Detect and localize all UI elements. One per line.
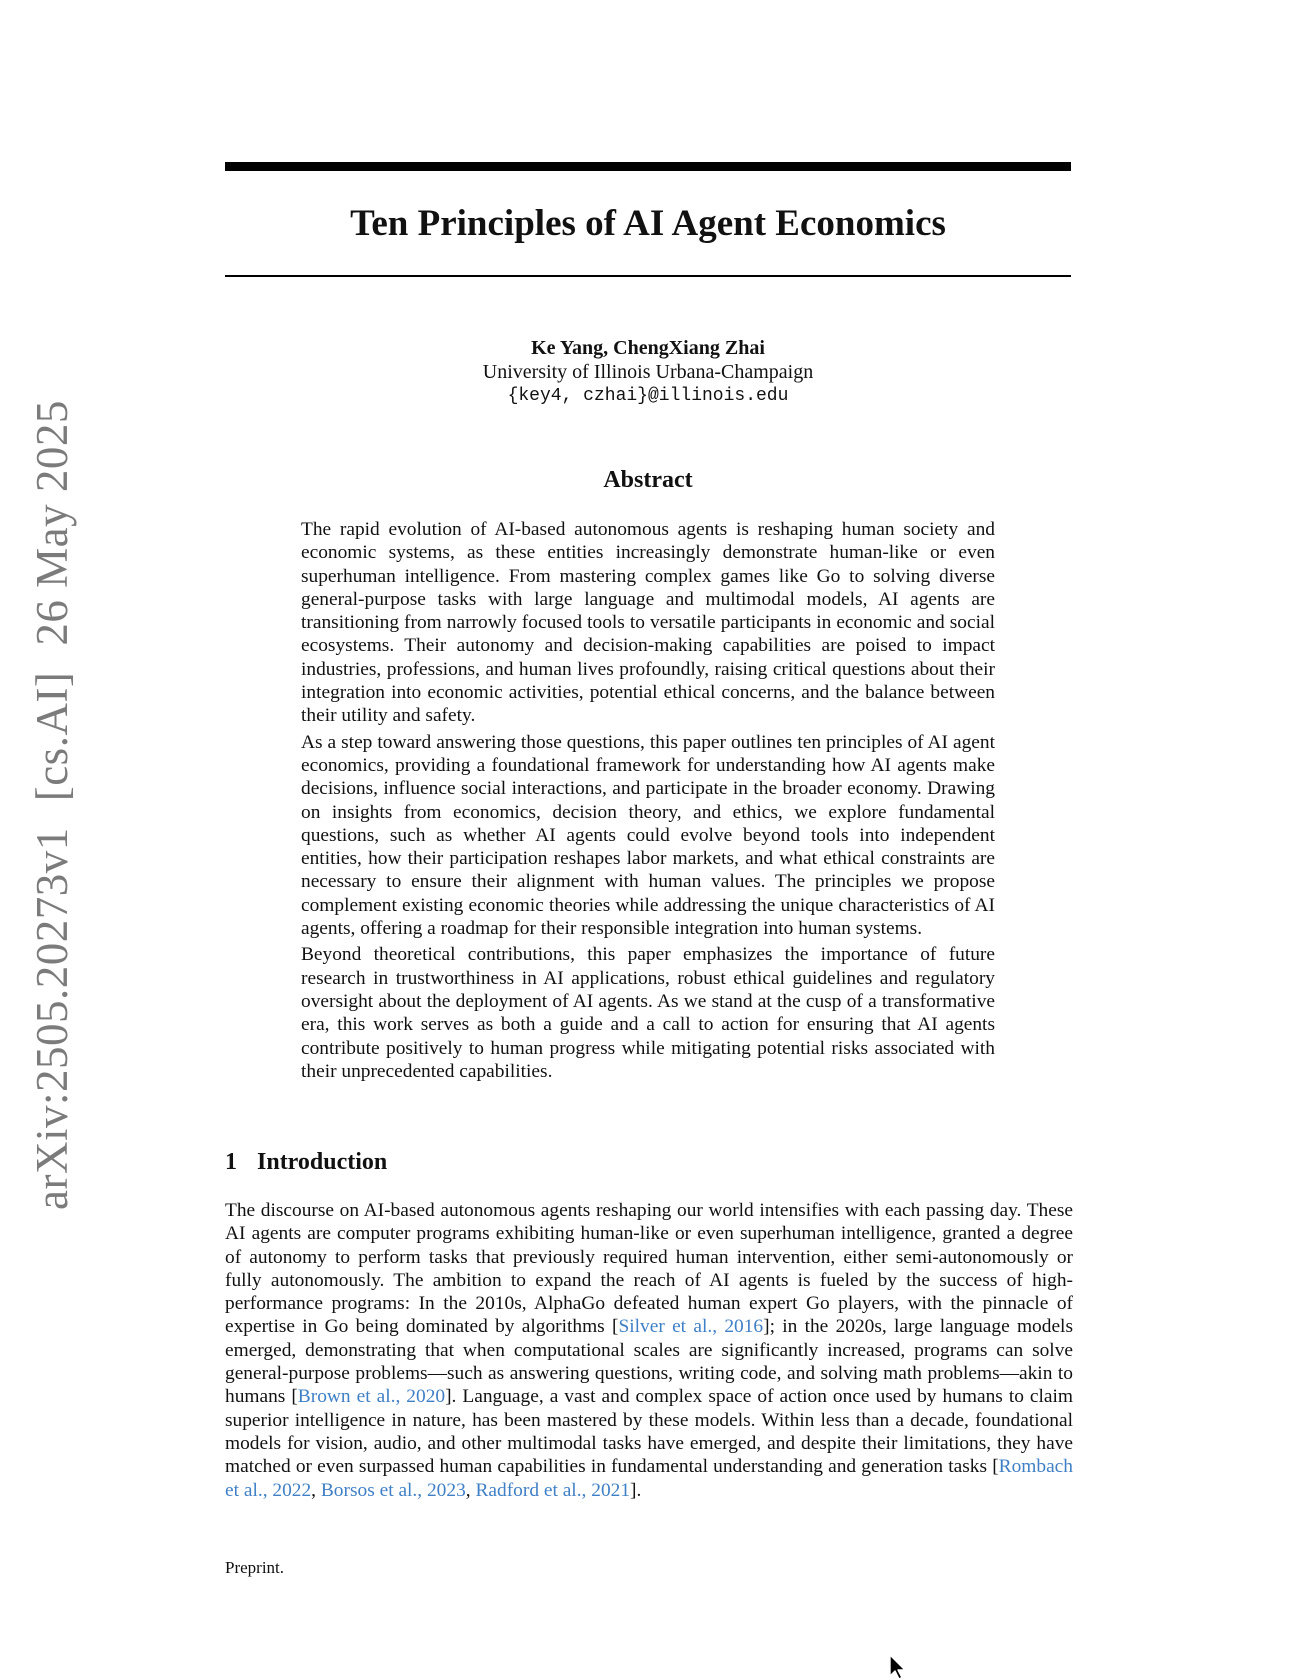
abstract-body bbox=[301, 518, 995, 1086]
preprint-note: Preprint. bbox=[225, 1558, 285, 1577]
section-heading-introduction bbox=[225, 1147, 387, 1177]
abstract-heading: Abstract bbox=[603, 467, 693, 493]
title-bottom-rule bbox=[225, 275, 1071, 277]
citation-borsos[interactable]: Borsos et al., 2023 bbox=[320, 1479, 466, 1501]
introduction-paragraph: The discourse on AI-based autonomous agents reshaping our world intensifies with each passing day. These AI agents are computer programs exhibiting human-like or even superhuman intelligence, granted a degree of autonomy to perform tasks that previously required human intervention, either semi-autonomously or fully autonomously. The ambition to expand the reach of AI agents is fueled by the success of high-performance programs: In the 2010s, AlphaGo defeated human expert Go players, with the pinnacle of expertise in Go being dominated by algorithms [Silver et al., 2016]; in the 2020s, large language models emerged, demonstrating that when computational scales are significantly increased, programs can solve general-purpose problems—such as answering questions, writing code, and solving math problems—akin to humans [Brown et al., 2020]. Language, a vast and complex space of action once used by humans to claim superior intelligence in nature, has been mastered by these models. Within less than a decade, foundational models for vision, audio, and other multimodal tasks have emerged, and despite their limitations, they have matched or even surpassed human capabilities in fundamental understanding and generation tasks [Rombach et al., 2022, Borsos et al., 2023, Radford et al., 2021]. bbox=[225, 1200, 1073, 1501]
title-top-rule bbox=[225, 162, 1071, 171]
intro-text-end: ]. bbox=[630, 1479, 642, 1501]
citation-silver-name: Silver et al. bbox=[618, 1316, 713, 1338]
citation-brown-year: 2020 bbox=[406, 1386, 446, 1408]
section-number: 1 bbox=[225, 1149, 237, 1175]
citation-radford-year: 2021 bbox=[591, 1479, 631, 1501]
arxiv-stamp bbox=[26, 400, 78, 1210]
author-affiliation: University of Illinois Urbana-Champaign bbox=[482, 361, 814, 383]
author-names: Ke Yang, ChengXiang Zhai bbox=[531, 337, 765, 359]
citation-silver-year: 2016 bbox=[724, 1316, 764, 1338]
intro-text-3: ]. Language, a vast and complex space of action once used by humans to claim superior intelligence in nature, has been mastered by these models. Within less than a decade, foundational models for vision, audio, and other multimodal tasks have emerged, and despite their limitations, they have matched or even surpassed human capabilities in fundamental understanding and generation tasks [ bbox=[225, 1386, 1073, 1478]
citation-borsos-year: 2023 bbox=[426, 1479, 466, 1501]
arxiv-category: [cs.AI] bbox=[27, 671, 77, 802]
citation-borsos-name: Borsos et al. bbox=[320, 1479, 418, 1501]
citation-rombach-year: 2022 bbox=[272, 1479, 312, 1501]
abstract-paragraph-2: As a step toward answering those questions, this paper outlines ten principles of AI agent economics, providing a foundational framework for understanding how AI agents make decisions, influence social interactions, and participate in the broader economy. Drawing on insights from economics, decision theory, and ethics, we explore fundamental questions, such as whether AI agents could evolve beyond tools into independent entities, how their participation reshapes labor markets, and what ethical constraints are necessary to ensure their alignment with human values. The principles we propose complement existing economic theories while addressing the unique characteristics of AI agents, offering a roadmap for their responsible integration into human systems. bbox=[301, 731, 995, 940]
paper-title: Ten Principles of AI Agent Economics bbox=[350, 203, 946, 244]
citation-brown[interactable]: Brown et al., 2020 bbox=[297, 1386, 446, 1408]
citation-radford-name: Radford et al. bbox=[475, 1479, 582, 1501]
abstract-paragraph-3: Beyond theoretical contributions, this paper emphasizes the importance of future research in trustworthiness in AI applications, robust ethical guidelines and regulatory oversight about the deployment of AI agents. As we stand at the cusp of a transformative era, this work serves as both a guide and a call to action for ensuring that AI agents contribute positively to human progress while mitigating potential risks associated with their unprecedented capabilities. bbox=[301, 944, 995, 1082]
intro-text-1: The discourse on AI-based autonomous agents reshaping our world intensifies with each passing day. These AI agents are computer programs exhibiting human-like or even superhuman intelligence, granted a degree of autonomy to perform tasks that previously required human intervention, either semi-autonomously or fully autonomously. The ambition to expand the reach of AI agents is fueled by the success of high-performance programs: In the 2010s, AlphaGo defeated human expert Go players, with the pinnacle of expertise in Go being dominated by algorithms [ bbox=[225, 1200, 1073, 1338]
section-title: Introduction bbox=[257, 1149, 388, 1175]
mouse-cursor-icon bbox=[888, 1654, 910, 1680]
citation-silver[interactable]: Silver et al., 2016 bbox=[618, 1316, 764, 1338]
citation-brown-name: Brown et al. bbox=[297, 1386, 396, 1408]
author-email: {key4, czhai}@illinois.edu bbox=[507, 386, 789, 406]
intro-text-2: ]; in the 2020s, large language models emerged, demonstrating that when computational scales are significantly increased, programs can solve general-purpose problems—such as answering questions, writing code, and solving math problems—akin to humans [ bbox=[225, 1316, 1073, 1408]
citation-radford[interactable]: Radford et al., 2021 bbox=[475, 1479, 631, 1501]
arxiv-id: arXiv:2505.20273v1 bbox=[27, 827, 77, 1210]
citation-rombach-name: Rombach et al. bbox=[225, 1456, 1073, 1501]
abstract-paragraph-1: The rapid evolution of AI-based autonomous agents is reshaping human society and economic systems, as these entities increasingly demonstrate human-like or even superhuman intelligence. From mastering complex games like Go to solving diverse general-purpose tasks with large language and multimodal models, AI agents are transitioning from narrowly focused tools to versatile participants in economic and social ecosystems. Their autonomy and decision-making capabilities are poised to impact industries, professions, and human lives profoundly, raising critical questions about their integration into economic activities, potential ethical concerns, and the balance between their utility and safety. bbox=[301, 519, 995, 727]
citation-rombach[interactable]: Rombach et al., 2022 bbox=[225, 1456, 1073, 1501]
arxiv-date: 26 May 2025 bbox=[27, 400, 77, 646]
